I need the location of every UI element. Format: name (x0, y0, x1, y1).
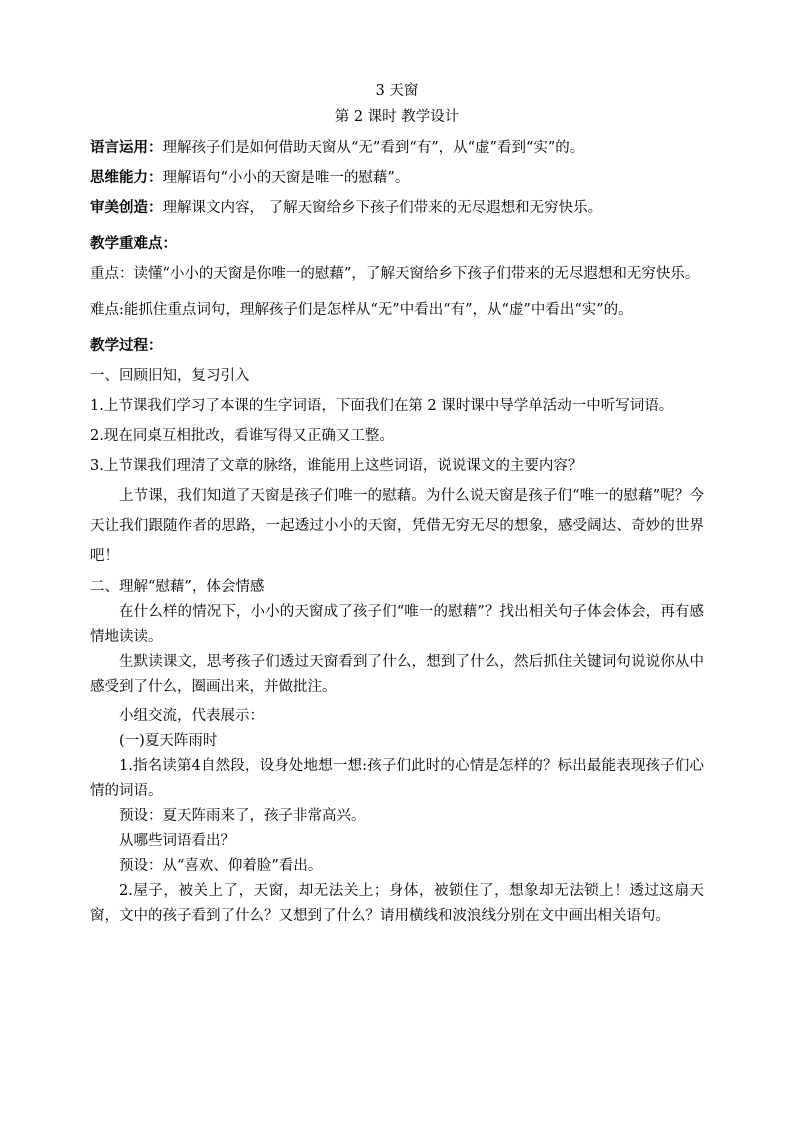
part2-question: 从哪些词语看出？ (119, 833, 235, 849)
goal-text: 理解语句“小小的天窗是唯一的慰藉”。 (162, 170, 410, 186)
goal-label: 思维能力： (90, 169, 163, 186)
key-point-difficulty: 难点:能抓住重点词句，理解孩子们是怎样从“无”中看出“有”，从“虚”中看出“实”的。 (90, 302, 633, 318)
part2-paragraph: 生默读课文，思考孩子们透过天窗看到了什么，想到了什么，然后抓住关键词句说说你从中感受到了什么，圈画出来，并做批注。 (90, 654, 704, 695)
part1-item: 2.现在同桌互相批改，看谁写得又正确又工整。 (90, 428, 394, 444)
key-point-focus: 重点：读懂“小小的天窗是你唯一的慰藉”，了解天窗给乡下孩子们带来的无尽遐想和无穷快乐。 (90, 266, 700, 282)
part1-title: 一、回顾旧知，复习引入 (90, 368, 250, 384)
document-page (90, 78, 704, 929)
part2-paragraph: 在什么样的情况下，小小的天窗成了孩子们“唯一的慰藉”？找出相关句子体会体会，再有感情地读读。 (90, 604, 704, 645)
part2-subheading: (一)夏天阵雨时 (119, 733, 218, 749)
goal-aesthetic (90, 193, 704, 223)
key-points-heading: 教学重难点： (90, 235, 177, 252)
goal-label: 语言运用： (90, 139, 163, 156)
document-title: 3 天窗 (375, 83, 419, 99)
part2-question: 2.屋子，被关上了，天窗，却无法关上；身体，被锁住了，想象却无法锁上！透过这扇天窗，文中的孩子看到了什么？又想到了什么？请用横线和波浪线分别在文中画出相关语句。 (90, 883, 704, 924)
goal-language (90, 133, 704, 163)
part2-question: 1.指名读第4自然段，设身处地想一想:孩子们此时的心情是怎样的？标出最能表现孩子们心情的词语。 (90, 758, 704, 799)
part2-answer: 预设：夏天阵雨来了，孩子非常高兴。 (119, 808, 366, 824)
part2-answer: 预设：从“喜欢、仰着脸”看出。 (119, 858, 323, 874)
goal-thinking (90, 163, 704, 193)
part2-title: 二、理解“慰藉”，体会情感 (90, 579, 265, 595)
process-heading: 教学过程： (90, 337, 163, 354)
part2-paragraph: 小组交流，代表展示： (119, 708, 264, 724)
goal-text: 理解孩子们是如何借助天窗从“无”看到“有”，从“虚”看到“实”的。 (162, 140, 585, 156)
goal-text: 理解课文内容， 了解天窗给乡下孩子们带来的无尽遐想和无穷快乐。 (162, 200, 603, 216)
goal-label: 审美创造： (90, 199, 163, 216)
document-subtitle: 第 2 课时 教学设计 (334, 109, 460, 125)
part1-item: 3.上节课我们理清了文章的脉络，谁能用上这些词语，说说课文的主要内容？ (90, 458, 583, 474)
part1-intro: 上节课，我们知道了天窗是孩子们唯一的慰藉。为什么说天窗是孩子们“唯一的慰藉”呢？今天让我们跟随作者的思路，一起透过小小的天窗，凭借无穷无尽的想象，感受阔达、奇妙的世界吧！ (90, 488, 704, 564)
part1-item: 1.上节课我们学习了本课的生字词语，下面我们在第 2 课时课中导学单活动一中听写词语。 (90, 398, 674, 414)
